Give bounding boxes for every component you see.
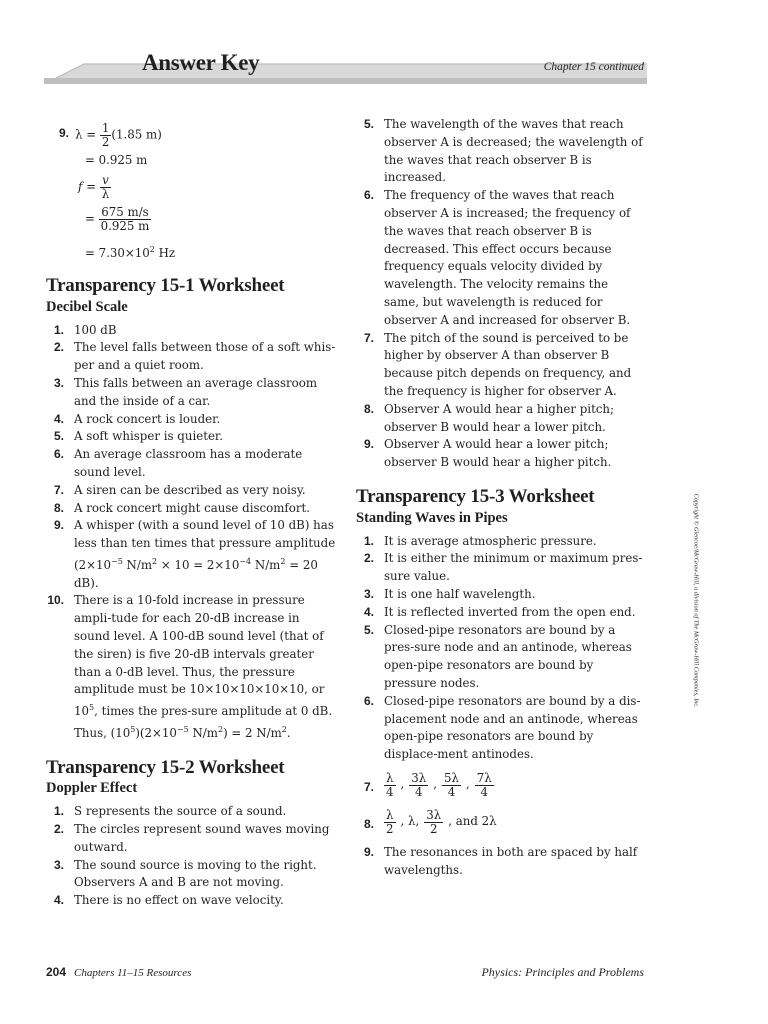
right-column [356,116,646,879]
subtitle-decibel-scale: Decibel Scale [46,298,128,315]
fraction: $\frac{675 m/s}{0.925 m}$ [100,205,150,233]
list-item: 10. There is a 10-fold increase in pressure ampli-tude for each 20-dB increase in sound level. A 100-dB sound level (that of the siren) is five 20-dB intervals greater than a 0-dB level. Thus, the pressure amplitude must be 10×10×10×10×10, or $10^5$, times the pres-sure amplitude at 0 dB. Thus, $(10^5)(2\times 10^{-5}$ $N/m^2) = 2$ $N/m^2$. [47,593,333,740]
calc-number: 9. [58,126,69,140]
list-item: 3. It is one half wavelength. [363,586,536,601]
list-item: 6. The frequency of the waves that reach observer A is increased; the frequency of the waves that reach observer B is decreased. This effect occurs because frequency equals velocity divided by wavelength. The velocity remains the same, but wavelength is reduced for observer A and increased for observer B. [363,188,631,327]
footer-left [46,965,191,979]
copyright-notice: Copyright © Glencoe/McGraw-Hill, a division of The McGraw-Hill Companies, Inc. [692,493,700,708]
calc-line-2: = 0.925 m [85,153,148,167]
calc-line-5: = $7.30\times 10^2$ Hz [85,245,176,260]
list-item: 8. A rock concert might cause discomfort. [53,500,311,515]
fraction: $\frac{3\lambda}{2}$ [426,807,442,836]
list-item: 5. The wavelength of the waves that reach observer A is decreased; the wavelength of the waves that reach observer B is increased. [363,117,643,185]
list-item: 2. The level falls between those of a soft whis-per and a quiet room. [53,340,336,373]
calc-line-3: f = $\frac{v}{\lambda}$ [78,173,110,201]
list-item: 9. Observer A would hear a lower pitch; observer B would hear a higher pitch. [363,437,612,470]
wavelength-calculation [46,122,336,267]
list-item: 7. $\frac{\lambda}{4}$ , $\frac{3\lambda}{4}$ , $\frac{5\lambda}{4}$ , $\frac{7\lambda}{4}$ [363,770,492,799]
list-item: 4. A rock concert is louder. [53,411,221,426]
t1-list [46,322,336,743]
list-item: 5. A soft whisper is quieter. [53,429,224,444]
list-item: 3. This falls between an average classroom and the inside of a car. [53,375,318,408]
list-item: 7. A siren can be described as very noisy. [53,482,306,497]
book-resources: Chapters 11–15 Resources [74,967,192,979]
calc-line-1: λ = $\frac{1}{2}$ (1.85 m) [75,121,162,149]
section-title-t2: Transparency 15-2 Worksheet [46,756,285,778]
section-title-t3: Transparency 15-3 Worksheet [356,485,595,507]
fraction: $\frac{7\lambda}{4}$ [476,770,492,799]
list-item: 1. S represents the source of a sound. [53,804,287,819]
wavelength-fractions: $\frac{\lambda}{4}$ , $\frac{3\lambda}{4}$ , $\frac{5\lambda}{4}$ , $\frac{7\lambda}{4}$ [386,770,492,799]
footer-book-title: Physics: Principles and Problems [481,965,644,979]
list-item: 4. There is no effect on wave velocity. [53,893,284,908]
left-column [46,122,336,910]
wavelength-fractions: $\frac{\lambda}{2}$ , λ, $\frac{3\lambda}{2}$ , and 2λ [386,807,497,836]
fraction: $\frac{5\lambda}{4}$ [444,770,459,799]
page-title: Answer Key [142,50,260,75]
list-item: 3. The sound source is moving to the right. Observers A and B are not moving. [53,857,317,890]
t2-list-continued [356,116,646,472]
chapter-continued: Chapter 15 continued [543,61,644,73]
list-item: 7. The pitch of the sound is perceived to be higher by observer A than observer B because pitch depends on frequency, and the frequency is higher for observer A. [363,330,632,398]
calc-line-4: = $\frac{675 m/s}{0.925 m}$ [85,205,150,233]
list-item: 8. Observer A would hear a higher pitch; observer B would hear a lower pitch. [363,401,614,434]
t2-list [46,803,336,910]
list-item: 2. It is either the minimum or maximum pres-sure value. [363,551,643,584]
list-item: 9. A whisper (with a sound level of 10 dB) has less than ten times that pressure amplitude ($2\times 10^{-5}$ $N/m^2 \times 10 = 2\times 10^{-4}$ $N/m^2 = 20$ dB). [53,518,336,590]
fraction: $\frac{\lambda}{4}$ [386,770,394,799]
list-item: 8. $\frac{\lambda}{2}$ , λ, $\frac{3\lambda}{2}$ , and 2λ [363,807,497,836]
fraction: $\frac{3\lambda}{4}$ [411,770,427,799]
list-item: 5. Closed-pipe resonators are bound by a pres-sure node and an antinode, whereas open-pipe resonators are bound by pressure nodes. [363,622,632,690]
list-item: 4. It is reflected inverted from the open end. [363,604,636,619]
section-title-t1: Transparency 15-1 Worksheet [46,275,285,296]
fraction: $\frac{v}{\lambda}$ [101,173,110,201]
list-item: 1. It is average atmospheric pressure. [363,533,597,548]
fraction: $\frac{\lambda}{2}$ [386,807,394,836]
t3-list [356,533,646,880]
subtitle-standing-waves: Standing Waves in Pipes [356,509,508,526]
list-item: 6. Closed-pipe resonators are bound by a dis-placement node and an antinode, whereas open-pipe resonators are bound by displace-ment antinodes. [363,693,641,762]
page-number: 204 [46,965,67,979]
fraction: $\frac{1}{2}$ [101,121,110,149]
list-item: 1. 100 dB [53,322,117,337]
list-item: 2. The circles represent sound waves moving outward. [53,822,330,854]
list-item: 9. The resonances in both are spaced by half wavelengths. [363,844,638,877]
list-item: 6. An average classroom has a moderate sound level. [53,447,303,479]
subtitle-doppler-effect: Doppler Effect [46,780,138,797]
